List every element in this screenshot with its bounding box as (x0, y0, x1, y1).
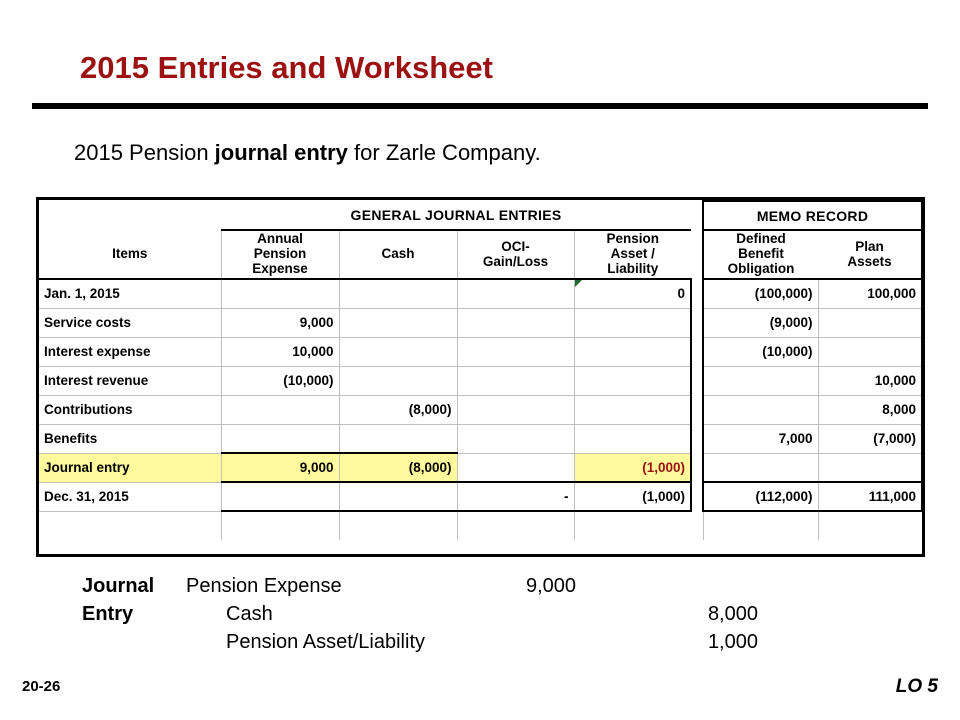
row-cash: (8,000) (339, 395, 457, 424)
journal-entry-line (82, 603, 758, 631)
row-item: Interest expense (39, 337, 221, 366)
row-expense (221, 511, 339, 540)
section-splitter (691, 482, 703, 511)
col-header-expense (221, 230, 339, 279)
row-oci (457, 308, 574, 337)
group-header-general-journal: GENERAL JOURNAL ENTRIES (221, 201, 691, 230)
row-pension-asset (574, 308, 691, 337)
row-dbo: (112,000) (703, 482, 818, 511)
row-oci (457, 453, 574, 482)
row-oci: - (457, 482, 574, 511)
learning-objective-tag: LO 5 (895, 676, 938, 697)
col-header-oci (457, 230, 574, 279)
intro-suffix: for Zarle Company. (347, 140, 541, 165)
table-row (39, 482, 922, 511)
col-header-oci-line1: OCI- (501, 238, 530, 254)
table-row (39, 366, 922, 395)
col-header-pension-asset-line3: Liability (607, 261, 659, 276)
row-cash (339, 482, 457, 511)
section-splitter-colheader (691, 230, 703, 279)
journal-entry-line (82, 631, 758, 659)
row-item: Jan. 1, 2015 (44, 286, 120, 302)
row-dbo: (9,000) (703, 308, 818, 337)
row-pension-asset (574, 511, 691, 540)
row-expense: (10,000) (221, 366, 339, 395)
table-row (39, 308, 922, 337)
row-pension-asset (574, 424, 691, 453)
table-row (39, 337, 922, 366)
row-pension-asset (574, 337, 691, 366)
group-header-memo-record: MEMO RECORD (703, 201, 922, 230)
section-splitter (691, 337, 703, 366)
row-dbo (703, 395, 818, 424)
row-pension-asset (574, 366, 691, 395)
row-pension-asset: (1,000) (574, 482, 691, 511)
section-splitter (691, 308, 703, 337)
row-dbo: (10,000) (703, 337, 818, 366)
col-header-plan-assets-line1: Plan (855, 238, 884, 254)
section-splitter (691, 453, 703, 482)
row-plan-assets (818, 453, 922, 482)
section-splitter (691, 395, 703, 424)
journal-entry-debit (526, 631, 638, 659)
journal-entry-line (82, 575, 758, 603)
row-plan-assets (818, 337, 922, 366)
row-dbo (703, 511, 818, 540)
row-cash (339, 424, 457, 453)
journal-entry-label-spacer (82, 631, 186, 659)
row-item: Dec. 31, 2015 (39, 482, 221, 511)
row-expense (221, 395, 339, 424)
col-header-pension-asset (574, 230, 691, 279)
row-expense: 9,000 (221, 308, 339, 337)
row-dbo (703, 366, 818, 395)
section-splitter (691, 279, 703, 308)
row-oci (457, 395, 574, 424)
column-header-row (39, 230, 922, 279)
row-item: Service costs (39, 308, 221, 337)
row-cash (339, 337, 457, 366)
journal-entry-label-line1: Journal (82, 575, 155, 597)
row-expense (221, 482, 339, 511)
row-pension-asset (574, 395, 691, 424)
row-expense: 10,000 (221, 337, 339, 366)
row-expense: 9,000 (221, 453, 339, 482)
row-plan-assets: 111,000 (818, 482, 922, 511)
col-header-dbo-line2: Benefit (738, 246, 784, 261)
row-cash: (8,000) (339, 453, 457, 482)
table-row (39, 424, 922, 453)
row-cash (339, 279, 457, 308)
journal-entry-credit: 1,000 (707, 631, 758, 653)
row-oci (457, 366, 574, 395)
row-dbo (703, 453, 818, 482)
journal-entry-account: Pension Asset/Liability (226, 631, 426, 653)
row-item: Benefits (39, 424, 221, 453)
journal-entry-label-line2: Entry (82, 603, 134, 625)
intro-text (74, 140, 541, 166)
intro-prefix: 2015 Pension (74, 140, 215, 165)
title-divider (32, 103, 928, 109)
table-row-journal-entry (39, 453, 922, 482)
col-header-plan-assets-line2: Assets (847, 253, 892, 269)
row-expense (221, 424, 339, 453)
row-plan-assets (818, 511, 922, 540)
row-oci (457, 511, 574, 540)
row-plan-assets: 100,000 (818, 279, 922, 308)
col-header-items-line1: Items (112, 245, 148, 261)
pension-worksheet (36, 197, 925, 557)
group-header-spacer (39, 201, 221, 230)
row-item: Interest revenue (39, 366, 221, 395)
journal-entry-credit (638, 575, 758, 603)
table-row (39, 395, 922, 424)
section-splitter (691, 366, 703, 395)
col-header-dbo-line1: Defined (736, 231, 786, 246)
page-title: 2015 Entries and Worksheet (80, 50, 493, 85)
col-header-items (39, 230, 221, 279)
row-pension-asset: 0 (574, 279, 691, 308)
table-row (39, 279, 922, 308)
journal-entry-account: Pension Expense (186, 575, 342, 597)
row-cash (339, 366, 457, 395)
intro-emphasis: journal entry (214, 140, 348, 165)
group-header-row (39, 201, 922, 230)
table-row-blank (39, 511, 922, 540)
journal-entry-debit: 9,000 (526, 575, 577, 597)
col-header-cash-line1: Cash (381, 246, 415, 261)
col-header-dbo (703, 230, 818, 279)
journal-entry-block (82, 575, 758, 659)
col-header-oci-line2: Gain/Loss (482, 253, 549, 269)
row-oci (457, 279, 574, 308)
row-item: Contributions (39, 395, 221, 424)
row-plan-assets: 8,000 (818, 395, 922, 424)
journal-entry-account: Cash (226, 603, 273, 625)
journal-entry-table (82, 575, 758, 659)
row-oci (457, 424, 574, 453)
section-splitter (691, 511, 703, 540)
col-header-dbo-line3: Obligation (727, 261, 795, 276)
row-cash (339, 511, 457, 540)
col-header-expense-line1: Annual (257, 231, 303, 246)
worksheet-table (39, 200, 923, 540)
row-plan-assets (818, 308, 922, 337)
journal-entry-debit (526, 603, 638, 631)
slide-number: 20-26 (22, 678, 61, 695)
row-dbo: (100,000) (703, 279, 818, 308)
col-header-pension-asset-line1: Pension (606, 231, 660, 246)
row-expense (221, 279, 339, 308)
col-header-expense-line3: Expense (252, 261, 308, 276)
row-plan-assets: (7,000) (818, 424, 922, 453)
col-header-plan-assets (818, 230, 922, 279)
col-header-expense-line2: Pension (253, 246, 307, 261)
section-splitter-header (691, 201, 703, 230)
row-item (39, 511, 221, 540)
section-splitter (691, 424, 703, 453)
row-dbo: 7,000 (703, 424, 818, 453)
row-cash (339, 308, 457, 337)
row-oci (457, 337, 574, 366)
col-header-pension-asset-line2: Asset / (610, 246, 655, 261)
row-item: Journal entry (39, 453, 221, 482)
row-plan-assets: 10,000 (818, 366, 922, 395)
col-header-cash (339, 230, 457, 279)
journal-entry-credit: 8,000 (707, 603, 758, 625)
row-pension-asset: (1,000) (574, 453, 691, 482)
